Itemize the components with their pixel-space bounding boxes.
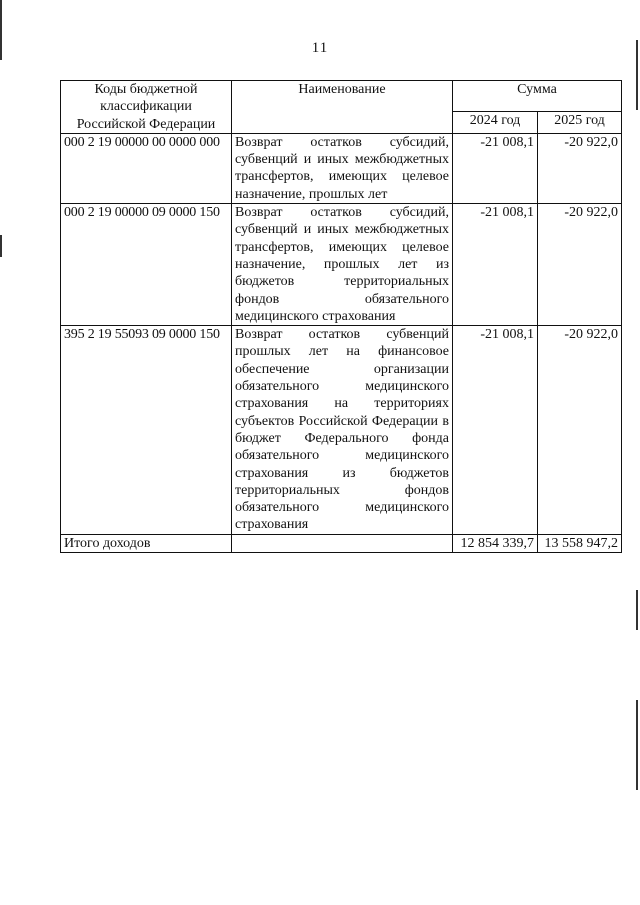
header-codes: Коды бюджетной классификации Российской Федерации [61, 81, 232, 134]
row-name: Возврат остатков субсидий, субвенций и иных межбюджетных трансфертов, имеющих целевое назначение, прошлых лет [232, 133, 453, 203]
scan-edge-mark [636, 40, 638, 110]
row-amount-2024: -21 008,1 [453, 204, 538, 326]
row-amount-2025: -20 922,0 [538, 326, 622, 535]
row-code: 000 2 19 00000 00 0000 000 [61, 133, 232, 203]
table-row [61, 133, 622, 203]
scan-edge-mark [0, 235, 2, 257]
row-code: 395 2 19 55093 09 0000 150 [61, 326, 232, 535]
table-row [61, 326, 622, 535]
page-number: 11 [311, 40, 329, 56]
header-sum: Сумма [453, 81, 622, 112]
total-amount-2025: 13 558 947,2 [538, 534, 622, 552]
header-name: Наименование [232, 81, 453, 134]
row-code: 000 2 19 00000 09 0000 150 [61, 204, 232, 326]
row-amount-2025: -20 922,0 [538, 133, 622, 203]
row-amount-2024: -21 008,1 [453, 133, 538, 203]
row-amount-2025: -20 922,0 [538, 204, 622, 326]
scan-edge-mark [636, 700, 638, 790]
row-name: Возврат остатков субвенций прошлых лет на финансовое обеспечение организации обязательного медицинского страхования на территориях субъектов Российской Федерации в бюджет Федерального фонда обязательного медицинского страхования из бюджетов территориальных фондов обязательного медицинского страхования [232, 326, 453, 535]
header-row [61, 81, 622, 112]
budget-revenue-table [60, 80, 622, 553]
total-row [61, 534, 622, 552]
row-name: Возврат остатков субсидий, субвенций и иных межбюджетных трансфертов, имеющих целевое назначение, прошлых лет из бюджетов территориальных фондов обязательного медицинского страхования [232, 204, 453, 326]
header-year-2025: 2025 год [538, 111, 622, 133]
total-amount-2024: 12 854 339,7 [453, 534, 538, 552]
row-amount-2024: -21 008,1 [453, 326, 538, 535]
header-year-2024: 2024 год [453, 111, 538, 133]
table-row [61, 204, 622, 326]
scan-edge-mark [636, 590, 638, 630]
total-name [232, 534, 453, 552]
scan-edge-mark [0, 0, 2, 60]
total-label: Итого доходов [61, 534, 232, 552]
